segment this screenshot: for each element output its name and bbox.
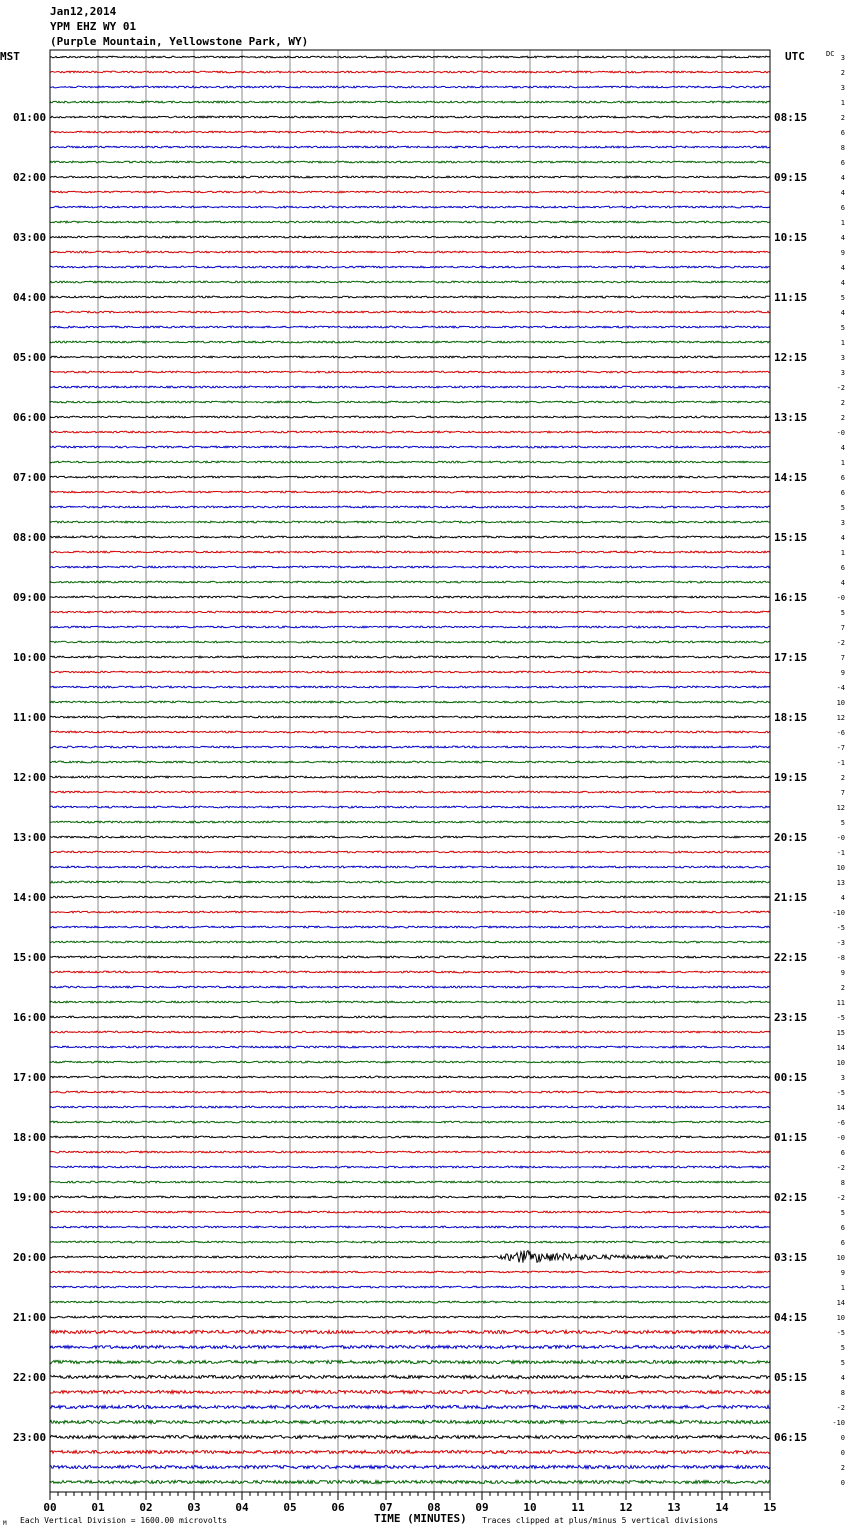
dc-offset-label: 8 xyxy=(840,1389,845,1397)
seismic-trace xyxy=(50,1076,770,1078)
seismic-trace xyxy=(50,1166,770,1168)
seismic-trace xyxy=(50,731,770,733)
dc-offset-label: 3 xyxy=(840,354,845,362)
mst-hour-label: 11:00 xyxy=(13,711,47,724)
x-tick-label: 04 xyxy=(235,1501,249,1514)
dc-offset-label: 10 xyxy=(836,864,845,872)
dc-offset-label: -8 xyxy=(836,954,845,962)
seismic-trace xyxy=(50,686,770,688)
dc-offset-label: 3 xyxy=(840,369,845,377)
seismic-trace xyxy=(50,536,770,538)
utc-hour-label: 19:15 xyxy=(774,771,808,784)
seismic-trace xyxy=(50,1061,770,1063)
mst-hour-label: 02:00 xyxy=(13,171,47,184)
seismic-trace xyxy=(50,266,770,268)
seismic-trace xyxy=(50,881,770,883)
seismic-trace xyxy=(50,1360,770,1363)
dc-offset-label: 10 xyxy=(836,1314,845,1322)
utc-hour-label: 06:15 xyxy=(774,1431,808,1444)
mst-hour-label: 12:00 xyxy=(13,771,47,784)
seismic-trace xyxy=(50,1046,770,1048)
dc-offset-label: 5 xyxy=(840,294,845,302)
dc-offset-label: 1 xyxy=(840,339,845,347)
dc-offset-label: 7 xyxy=(840,789,845,797)
dc-offset-label: 1 xyxy=(840,1284,845,1292)
dc-offset-label: 9 xyxy=(840,1269,845,1277)
seismic-traces xyxy=(50,56,770,1483)
plot-date: Jan12,2014 xyxy=(50,5,117,18)
x-tick-label: 07 xyxy=(379,1501,393,1514)
dc-offset-label: -10 xyxy=(832,1419,845,1427)
seismic-trace xyxy=(50,746,770,748)
seismic-trace xyxy=(50,356,770,358)
x-tick-label: 00 xyxy=(43,1501,57,1514)
dc-offset-label: -5 xyxy=(836,1089,845,1097)
seismic-trace xyxy=(50,461,770,463)
dc-offset-label: 1 xyxy=(840,99,845,107)
seismic-trace xyxy=(50,776,770,778)
dc-offset-label: 4 xyxy=(840,579,845,587)
dc-offset-label: 1 xyxy=(840,219,845,227)
x-tick-label: 10 xyxy=(523,1501,537,1514)
mst-hour-label: 21:00 xyxy=(13,1311,47,1324)
dc-offset-label: 2 xyxy=(840,114,845,122)
mst-hour-label: 17:00 xyxy=(13,1071,47,1084)
seismic-trace xyxy=(50,1465,770,1468)
dc-offset-label: 6 xyxy=(840,1149,845,1157)
mst-hour-label: 23:00 xyxy=(13,1431,47,1444)
utc-hour-label: 05:15 xyxy=(774,1371,808,1384)
dc-offset-label: -4 xyxy=(836,684,845,692)
dc-offset-label: 0 xyxy=(840,1479,845,1487)
utc-hour-label: 02:15 xyxy=(774,1191,808,1204)
utc-hour-label: 22:15 xyxy=(774,951,808,964)
seismic-trace xyxy=(50,296,770,298)
utc-hour-label: 17:15 xyxy=(774,651,808,664)
mst-hour-label: 22:00 xyxy=(13,1371,47,1384)
seismic-trace xyxy=(50,1196,770,1198)
dc-offset-label: 4 xyxy=(840,894,845,902)
dc-offset-label: 15 xyxy=(836,1029,845,1037)
dc-offset-label: 6 xyxy=(840,159,845,167)
dc-offset-label: 5 xyxy=(840,819,845,827)
dc-offset-label: 14 xyxy=(836,1044,845,1052)
dc-offset-label: 2 xyxy=(840,984,845,992)
dc-offset-label: 8 xyxy=(840,1179,845,1187)
dc-offset-label: 0 xyxy=(840,1434,845,1442)
dc-offset-label: 12 xyxy=(836,804,845,812)
utc-hour-label: 08:15 xyxy=(774,111,808,124)
dc-offset-label: 5 xyxy=(840,609,845,617)
mst-hour-label: 15:00 xyxy=(13,951,47,964)
dc-offset-label: 4 xyxy=(840,279,845,287)
utc-hour-label: 18:15 xyxy=(774,711,808,724)
dc-offset-label: 3 xyxy=(840,1074,845,1082)
dc-offset-label: 9 xyxy=(840,249,845,257)
seismic-trace xyxy=(50,1345,770,1348)
dc-offset-label: 4 xyxy=(840,444,845,452)
utc-hour-label: 12:15 xyxy=(774,351,808,364)
mst-hour-label: 09:00 xyxy=(13,591,47,604)
utc-hour-label: 10:15 xyxy=(774,231,808,244)
dc-offset-label: 9 xyxy=(840,969,845,977)
dc-offset-label: -10 xyxy=(832,909,845,917)
seismic-trace xyxy=(50,1016,770,1018)
seismic-trace xyxy=(50,236,770,238)
dc-offset-label: 4 xyxy=(840,309,845,317)
dc-offset-label: 6 xyxy=(840,489,845,497)
station-location: (Purple Mountain, Yellowstone Park, WY) xyxy=(50,35,309,48)
seismic-trace xyxy=(50,656,770,658)
seismic-trace xyxy=(50,986,770,988)
dc-offset-label: 3 xyxy=(840,519,845,527)
seismic-trace xyxy=(50,596,770,598)
seismic-trace xyxy=(50,701,770,703)
dc-offset-label: 1 xyxy=(840,549,845,557)
dc-offset-label: -0 xyxy=(836,429,845,437)
seismic-trace xyxy=(50,161,770,163)
dc-offset-label: -6 xyxy=(836,1119,845,1127)
x-tick-label: 11 xyxy=(571,1501,585,1514)
dc-offset-label: 6 xyxy=(840,204,845,212)
dc-offset-label: 4 xyxy=(840,174,845,182)
dc-offset-label: -5 xyxy=(836,1329,845,1337)
seismic-trace xyxy=(50,86,770,88)
x-tick-label: 14 xyxy=(715,1501,729,1514)
right-timezone-label: UTC xyxy=(785,50,805,63)
utc-hour-label: 01:15 xyxy=(774,1131,808,1144)
dc-offset-label: -5 xyxy=(836,924,845,932)
seismic-trace xyxy=(50,311,770,313)
seismic-trace xyxy=(50,1251,770,1263)
x-tick-label: 02 xyxy=(139,1501,153,1514)
dc-offset-label: 2 xyxy=(840,399,845,407)
dc-offset-label: -0 xyxy=(836,834,845,842)
dc-offset-label: 11 xyxy=(836,999,845,1007)
seismic-trace xyxy=(50,911,770,913)
seismic-trace xyxy=(50,416,770,418)
seismic-trace xyxy=(50,791,770,793)
dc-offset-label: 4 xyxy=(840,234,845,242)
dc-offset-label: -2 xyxy=(836,384,845,392)
seismic-trace xyxy=(50,896,770,898)
seismic-trace xyxy=(50,1375,770,1378)
mst-hour-label: 04:00 xyxy=(13,291,47,304)
mst-hour-label: 07:00 xyxy=(13,471,47,484)
dc-offset-label: 7 xyxy=(840,624,845,632)
seismic-trace xyxy=(50,866,770,868)
utc-hour-label: 21:15 xyxy=(774,891,808,904)
mst-hour-label: 05:00 xyxy=(13,351,47,364)
seismic-trace xyxy=(50,761,770,763)
dc-offset-label: 6 xyxy=(840,564,845,572)
seismic-trace xyxy=(50,671,770,673)
seismic-trace xyxy=(50,941,770,943)
seismic-trace xyxy=(50,476,770,478)
dc-offset-label: 4 xyxy=(840,264,845,272)
mst-hour-label: 03:00 xyxy=(13,231,47,244)
seismic-trace xyxy=(50,446,770,448)
seismic-trace xyxy=(50,1226,770,1228)
seismic-trace xyxy=(50,116,770,118)
mst-hour-label: 01:00 xyxy=(13,111,47,124)
seismic-trace xyxy=(50,926,770,928)
dc-offset-label: -6 xyxy=(836,729,845,737)
seismic-trace xyxy=(50,626,770,628)
mst-hour-label: 19:00 xyxy=(13,1191,47,1204)
seismic-trace xyxy=(50,56,770,58)
utc-hour-label: 04:15 xyxy=(774,1311,808,1324)
seismic-trace xyxy=(50,1151,770,1153)
seismic-trace xyxy=(50,191,770,193)
dc-offset-label: -2 xyxy=(836,1194,845,1202)
dc-offset-label: 5 xyxy=(840,1344,845,1352)
seismic-trace xyxy=(50,281,770,283)
seismic-trace xyxy=(50,1121,770,1123)
mst-hour-label: 16:00 xyxy=(13,1011,47,1024)
seismic-trace xyxy=(50,326,770,328)
dc-offset-label: 3 xyxy=(840,84,845,92)
dc-offset-label: 6 xyxy=(840,1239,845,1247)
x-tick-label: 03 xyxy=(187,1501,201,1514)
mst-hour-label: 13:00 xyxy=(13,831,47,844)
seismic-trace xyxy=(50,251,770,253)
dc-offset-label: 2 xyxy=(840,1464,845,1472)
seismic-trace xyxy=(50,1211,770,1213)
utc-hour-label: 23:15 xyxy=(774,1011,808,1024)
dc-offset-label: 7 xyxy=(840,654,845,662)
mst-hour-label: 06:00 xyxy=(13,411,47,424)
seismic-trace xyxy=(50,551,770,553)
seismic-trace xyxy=(50,221,770,223)
dc-offset-label: 2 xyxy=(840,774,845,782)
utc-hour-label: 11:15 xyxy=(774,291,808,304)
x-tick-label: 06 xyxy=(331,1501,345,1514)
x-tick-label: 08 xyxy=(427,1501,441,1514)
dc-header-label: DC xyxy=(826,50,835,58)
seismic-trace xyxy=(50,1271,770,1273)
seismic-trace xyxy=(50,1420,770,1423)
mst-hour-label: 18:00 xyxy=(13,1131,47,1144)
dc-offset-label: 0 xyxy=(840,1449,845,1457)
utc-hour-label: 03:15 xyxy=(774,1251,808,1264)
utc-hour-label: 14:15 xyxy=(774,471,808,484)
x-tick-label: 15 xyxy=(763,1501,777,1514)
dc-offset-label: 2 xyxy=(840,69,845,77)
dc-offset-label: 6 xyxy=(840,474,845,482)
seismic-trace xyxy=(50,581,770,583)
dc-offset-label: 5 xyxy=(840,1359,845,1367)
seismic-trace xyxy=(50,806,770,808)
dc-offset-label: 3 xyxy=(840,54,845,62)
mst-hour-label: 08:00 xyxy=(13,531,47,544)
seismic-trace xyxy=(50,1450,770,1453)
mst-hour-label: 20:00 xyxy=(13,1251,47,1264)
dc-offset-label: 6 xyxy=(840,1224,845,1232)
utc-hour-label: 00:15 xyxy=(774,1071,808,1084)
seismic-trace xyxy=(50,1330,770,1333)
seismic-trace xyxy=(50,956,770,958)
dc-offset-label: 8 xyxy=(840,144,845,152)
dc-offset-label: 13 xyxy=(836,879,845,887)
utc-hour-label: 16:15 xyxy=(774,591,808,604)
dc-offset-label: 1 xyxy=(840,459,845,467)
utc-hour-label: 20:15 xyxy=(774,831,808,844)
seismic-trace xyxy=(50,1405,770,1408)
dc-offset-label: 6 xyxy=(840,129,845,137)
seismic-trace xyxy=(50,611,770,613)
seismic-trace xyxy=(50,491,770,493)
seismic-trace xyxy=(50,1001,770,1003)
x-tick-label: 05 xyxy=(283,1501,297,1514)
seismic-trace xyxy=(50,1106,770,1108)
seismic-trace xyxy=(50,206,770,208)
dc-offset-label: -5 xyxy=(836,1014,845,1022)
dc-offset-label: 10 xyxy=(836,1254,845,1262)
left-timezone-label: MST xyxy=(0,50,20,63)
utc-hour-label: 15:15 xyxy=(774,531,808,544)
dc-offset-label: 5 xyxy=(840,1209,845,1217)
x-tick-label: 09 xyxy=(475,1501,489,1514)
dc-offset-label: -1 xyxy=(836,759,845,767)
seismic-trace xyxy=(50,386,770,388)
dc-offset-label: -7 xyxy=(836,744,845,752)
seismic-trace xyxy=(50,1435,770,1438)
seismic-trace xyxy=(50,146,770,148)
seismic-trace xyxy=(50,1181,770,1183)
seismic-trace xyxy=(50,1091,770,1093)
dc-offset-label: -2 xyxy=(836,1404,845,1412)
seismic-trace xyxy=(50,851,770,853)
seismic-trace xyxy=(50,506,770,508)
seismic-trace xyxy=(50,716,770,718)
dc-offset-label: -0 xyxy=(836,594,845,602)
dc-offset-label: 14 xyxy=(836,1299,845,1307)
dc-offset-label: -1 xyxy=(836,849,845,857)
dc-offset-label: -2 xyxy=(836,639,845,647)
dc-offset-label: 10 xyxy=(836,699,845,707)
seismic-trace xyxy=(50,131,770,133)
mst-hour-label: 10:00 xyxy=(13,651,47,664)
seismic-trace xyxy=(50,176,770,178)
seismic-trace xyxy=(50,821,770,823)
seismic-trace xyxy=(50,1390,770,1393)
dc-offset-label: -2 xyxy=(836,1164,845,1172)
seismic-trace xyxy=(50,371,770,373)
dc-offset-label: 14 xyxy=(836,1104,845,1112)
dc-offset-label: 12 xyxy=(836,714,845,722)
dc-offset-label: 4 xyxy=(840,534,845,542)
dc-offset-label: 4 xyxy=(840,189,845,197)
seismic-trace xyxy=(50,431,770,433)
seismic-trace xyxy=(50,1316,770,1318)
dc-offset-label: -3 xyxy=(836,939,845,947)
x-tick-label: 01 xyxy=(91,1501,105,1514)
vertical-division-note: Each Vertical Division = 1600.00 microvolts xyxy=(20,1516,228,1525)
seismic-trace xyxy=(50,1241,770,1243)
seismic-trace xyxy=(50,1286,770,1288)
seismic-trace xyxy=(50,401,770,403)
dc-offset-label: 2 xyxy=(840,414,845,422)
utc-hour-label: 09:15 xyxy=(774,171,808,184)
seismic-trace xyxy=(50,1301,770,1303)
seismic-trace xyxy=(50,341,770,343)
x-axis-title: TIME (MINUTES) xyxy=(374,1512,467,1525)
plot-frame xyxy=(50,50,770,1492)
seismic-trace xyxy=(50,71,770,73)
seismic-trace xyxy=(50,1136,770,1138)
corner-mark: M xyxy=(3,1520,7,1527)
seismic-trace xyxy=(50,1480,770,1483)
x-tick-label: 12 xyxy=(619,1501,633,1514)
dc-offset-label: 5 xyxy=(840,324,845,332)
dc-offset-label: 4 xyxy=(840,1374,845,1382)
x-tick-label: 13 xyxy=(667,1501,681,1514)
dc-offset-label: 10 xyxy=(836,1059,845,1067)
seismic-trace xyxy=(50,566,770,568)
axis-labels xyxy=(13,54,845,1514)
seismic-trace xyxy=(50,836,770,838)
dc-offset-label: 9 xyxy=(840,669,845,677)
seismic-trace xyxy=(50,971,770,973)
seismic-trace xyxy=(50,101,770,103)
mst-hour-label: 14:00 xyxy=(13,891,47,904)
dc-offset-label: -0 xyxy=(836,1134,845,1142)
clip-note: Traces clipped at plus/minus 5 vertical divisions xyxy=(482,1516,719,1525)
seismic-trace xyxy=(50,641,770,643)
seismic-trace xyxy=(50,521,770,523)
station-code: YPM EHZ WY 01 xyxy=(50,20,137,33)
utc-hour-label: 13:15 xyxy=(774,411,808,424)
dc-offset-label: 5 xyxy=(840,504,845,512)
seismic-trace xyxy=(50,1031,770,1033)
